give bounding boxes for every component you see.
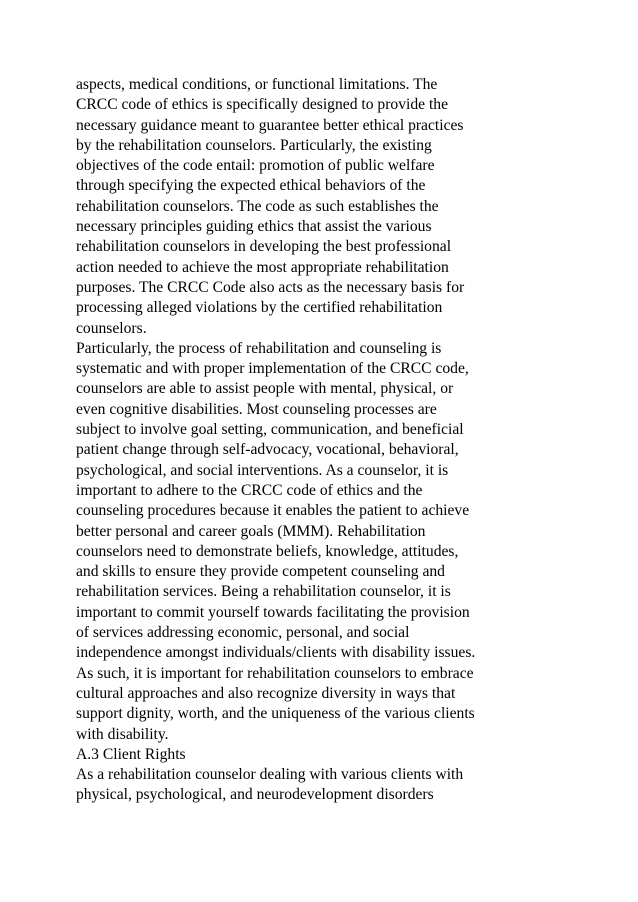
text-line: CRCC code of ethics is specifically designed to provide the [76,96,449,114]
text-line: better personal and career goals (MMM). Rehabilitation [76,522,426,540]
text-line: patient change through self-advocacy, vocational, behavioral, [76,441,459,459]
text-line: rehabilitation counselors in developing the best professional [76,238,452,256]
text-line: necessary guidance meant to guarantee better ethical practices [76,116,464,134]
text-line: counseling procedures because it enables the patient to achieve [76,502,470,520]
text-line: counselors. [76,319,147,337]
text-line: necessary principles guiding ethics that assist the various [76,218,432,236]
text-line: action needed to achieve the most appropriate rehabilitation [76,258,449,276]
text-line: rehabilitation counselors. The code as such establishes the [76,197,439,215]
text-line: psychological, and social interventions. As a counselor, it is [76,461,449,479]
text-line: As such, it is important for rehabilitation counselors to embrace [76,664,474,682]
text-line: subject to involve goal setting, communication, and beneficial [76,421,464,439]
text-line: Particularly, the process of rehabilitation and counseling is [76,339,442,357]
text-line: independence amongst individuals/clients with disability issues. [76,644,476,662]
text-line: rehabilitation services. Being a rehabilitation counselor, it is [76,583,451,601]
text-line: important to adhere to the CRCC code of ethics and the [76,481,423,499]
text-line: aspects, medical conditions, or functional limitations. The [76,76,438,93]
text-line: through specifying the expected ethical behaviors of the [76,177,426,195]
text-line: support dignity, worth, and the uniqueness of the various clients [76,705,475,723]
text-line: systematic and with proper implementation of the CRCC code, [76,360,469,378]
text-line: of services addressing economic, personal, and social [76,624,410,642]
text-line: counselors need to demonstrate beliefs, knowledge, attitudes, [76,542,459,560]
text-line: by the rehabilitation counselors. Particularly, the existing [76,136,432,154]
text-line: and skills to ensure they provide competent counseling and [76,563,445,581]
text-line: important to commit yourself towards facilitating the provision [76,603,470,621]
text-line: objectives of the code entail: promotion of public welfare [76,157,435,175]
text-line: cultural approaches and also recognize diversity in ways that [76,684,456,702]
section-heading: A.3 Client Rights [76,745,186,763]
text-line: processing alleged violations by the certified rehabilitation [76,299,443,317]
text-line: even cognitive disabilities. Most counseling processes are [76,400,437,418]
text-line: physical, psychological, and neurodevelopment disorders [76,786,434,804]
text-line: purposes. The CRCC Code also acts as the necessary basis for [76,278,465,296]
text-line: As a rehabilitation counselor dealing with various clients with [76,766,464,784]
text-line: counselors are able to assist people with mental, physical, or [76,380,454,398]
text-line: with disability. [76,725,169,743]
body-text [76,75,566,806]
